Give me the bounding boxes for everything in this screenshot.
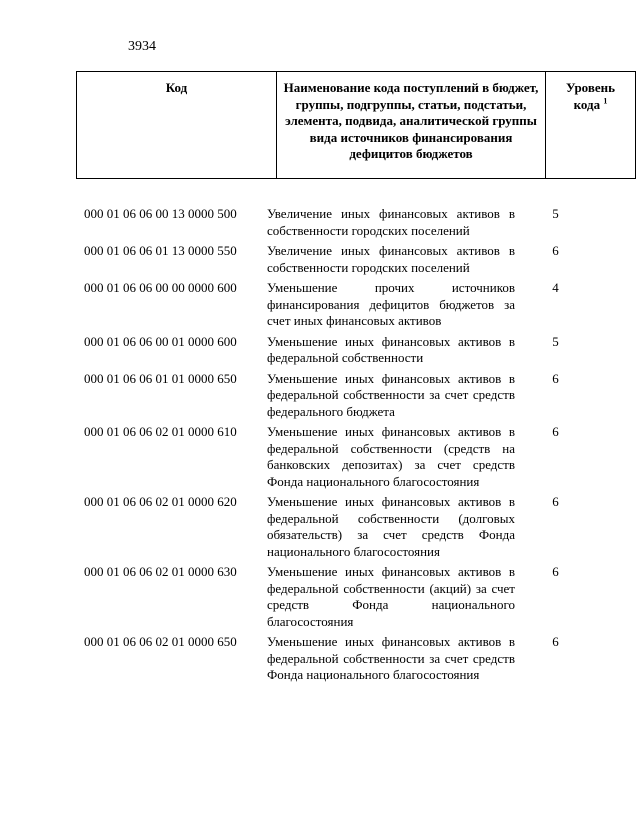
row-code: 000 01 06 06 02 01 0000 610 xyxy=(84,424,237,439)
table-body xyxy=(84,206,596,688)
row-code: 000 01 06 06 02 01 0000 630 xyxy=(84,564,237,579)
row-level: 5 xyxy=(552,206,559,221)
row-name: Уменьшение иных финансовых активов в федеральной собственности (акций) за счет средств Фонда национального благосостояния xyxy=(267,564,515,629)
row-level: 6 xyxy=(552,243,559,258)
row-code: 000 01 06 06 01 13 0000 550 xyxy=(84,243,237,258)
row-code: 000 01 06 06 00 01 0000 600 xyxy=(84,333,237,349)
row-level: 6 xyxy=(552,634,559,649)
row-name: Уменьшение иных финансовых активов в федеральной собственности (средств на банковских депозитах) за счет средств Фонда национального благосостояния xyxy=(267,424,515,489)
header-level xyxy=(546,72,636,179)
row-code: 000 01 06 06 01 01 0000 650 xyxy=(84,370,237,386)
table-row xyxy=(84,634,596,684)
row-level: 6 xyxy=(552,564,559,579)
row-code: 000 01 06 06 02 01 0000 650 xyxy=(84,634,237,649)
row-code: 000 01 06 06 00 13 0000 500 xyxy=(84,206,237,221)
table-row xyxy=(84,564,596,630)
table-row xyxy=(84,206,596,239)
row-name: Уменьшение прочих источников финансирования дефицитов бюджетов за счет иных финансовых активов xyxy=(267,280,515,328)
row-name: Уменьшение иных финансовых активов в федеральной собственности xyxy=(267,333,515,365)
header-name: Наименование кода поступлений в бюджет, группы, подгруппы, статьи, подстатьи, элемента, подвида, аналитической группы вида источников финансирования дефицитов бюджетов xyxy=(277,72,546,179)
header-code: Код xyxy=(77,72,277,179)
header-level-footnote: 1 xyxy=(603,96,608,106)
table-row xyxy=(84,371,596,421)
table-row xyxy=(84,424,596,490)
row-name: Уменьшение иных финансовых активов в федеральной собственности за счет средств Фонда национального благосостояния xyxy=(267,634,515,682)
row-level: 5 xyxy=(552,333,559,349)
row-code: 000 01 06 06 02 01 0000 620 xyxy=(84,494,237,509)
header-level-label: Уровень кода xyxy=(565,80,616,112)
row-code: 000 01 06 06 00 00 0000 600 xyxy=(84,280,237,295)
table-row xyxy=(84,494,596,560)
row-level: 6 xyxy=(552,370,559,386)
row-name: Уменьшение иных финансовых активов в федеральной собственности (долговых обязательств) за счет средств Фонда национального благосостояния xyxy=(267,494,515,559)
row-level: 6 xyxy=(552,494,559,509)
row-name: Уменьшение иных финансовых активов в федеральной собственности за счет средств федерального бюджета xyxy=(267,370,515,419)
table-row xyxy=(84,334,596,367)
page-number: 3934 xyxy=(128,39,156,54)
row-name: Увеличение иных финансовых активов в собственности городских поселений xyxy=(267,206,515,238)
table-header xyxy=(76,71,636,179)
row-level: 4 xyxy=(552,280,559,295)
row-name: Увеличение иных финансовых активов в собственности городских поселений xyxy=(267,243,515,275)
row-level: 6 xyxy=(552,424,559,439)
table-row xyxy=(84,243,596,276)
table-row xyxy=(84,280,596,330)
